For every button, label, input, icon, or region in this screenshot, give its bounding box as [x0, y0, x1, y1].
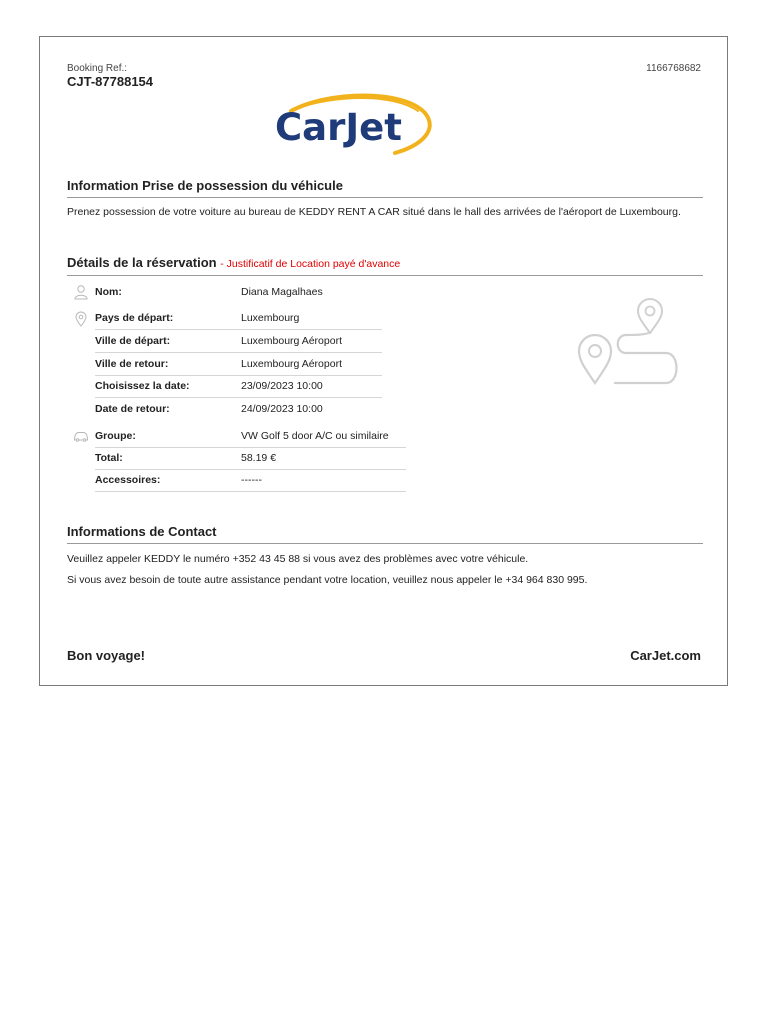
carjet-logo: [273, 93, 435, 157]
row-value-name: Diana Magalhaes: [241, 286, 323, 298]
row-divider: [95, 469, 406, 470]
row-label-accessories: Accessoires:: [95, 474, 161, 486]
row-value-accessories: ------: [241, 474, 262, 486]
row-value-group: VW Golf 5 door A/C ou similaire: [241, 430, 389, 442]
reservation-title: [67, 255, 400, 270]
row-label-group: Groupe:: [95, 430, 136, 442]
row-value-departure-country: Luxembourg: [241, 312, 300, 324]
reference-number: 1166768682: [646, 63, 701, 74]
row-value-pickup-date: 23/09/2023 10:00: [241, 380, 323, 392]
logo-wordmark: CarJet: [275, 106, 402, 149]
prepaid-note: - Justificatif de Location payé d'avance: [220, 258, 401, 270]
row-divider: [95, 375, 382, 376]
row-value-return-city: Luxembourg Aéroport: [241, 358, 342, 370]
farewell-text: Bon voyage!: [67, 648, 146, 663]
reservation-title-text: Détails de la réservation: [67, 255, 217, 270]
location-pin-icon: [73, 311, 89, 327]
row-divider: [95, 352, 382, 353]
contact-title: Informations de Contact: [67, 524, 217, 539]
reservation-divider: [67, 275, 703, 276]
row-label-pickup-date: Choisissez la date:: [95, 380, 190, 392]
row-label-total: Total:: [95, 452, 123, 464]
row-label-return-date: Date de retour:: [95, 403, 170, 415]
row-value-total: 58.19 €: [241, 452, 277, 464]
contact-divider: [67, 543, 703, 544]
contact-line-2: Si vous avez besoin de toute autre assistance pendant votre location, veuillez nous appeler le +34 964 830 995.: [67, 574, 588, 586]
row-divider: [95, 397, 382, 398]
row-divider: [95, 329, 382, 330]
site-name: CarJet.com: [630, 648, 701, 663]
booking-ref-value: CJT-87788154: [67, 74, 154, 89]
row-label-name: Nom:: [95, 286, 122, 298]
booking-ref-label: Booking Ref.:: [67, 63, 128, 74]
row-label-departure-city: Ville de départ:: [95, 335, 171, 347]
user-icon: [73, 284, 89, 300]
pickup-info-title: Information Prise de possession du véhicule: [67, 178, 343, 193]
row-label-departure-country: Pays de départ:: [95, 312, 174, 324]
row-value-departure-city: Luxembourg Aéroport: [241, 335, 342, 347]
voucher-card: [39, 36, 728, 686]
pickup-info-text: Prenez possession de votre voiture au bureau de KEDDY RENT A CAR situé dans le hall des arrivées de l'aéroport de Luxembourg.: [67, 206, 681, 218]
row-value-return-date: 24/09/2023 10:00: [241, 403, 323, 415]
row-label-return-city: Ville de retour:: [95, 358, 169, 370]
row-divider: [95, 447, 406, 448]
row-divider: [95, 491, 406, 492]
contact-line-1: Veuillez appeler KEDDY le numéro +352 43 45 88 si vous avez des problèmes avec votre véhicule.: [67, 553, 529, 565]
car-icon: [73, 428, 89, 444]
route-map-icon: [571, 287, 687, 399]
pickup-divider: [67, 197, 703, 198]
